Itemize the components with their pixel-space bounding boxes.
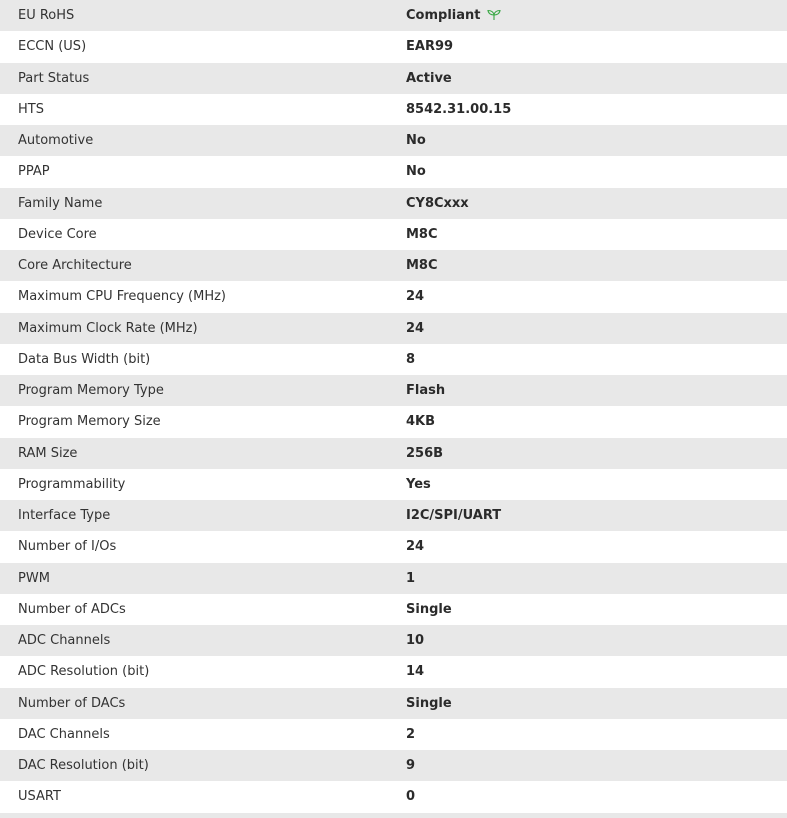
- spec-value-text: Compliant: [406, 8, 481, 24]
- spec-label: Automotive: [0, 125, 388, 156]
- spec-row-data-bus-width: [0, 344, 787, 375]
- spec-row-program-memory-type: [0, 375, 787, 406]
- spec-value: 256B: [388, 438, 787, 469]
- spec-row-eccn: [0, 31, 787, 62]
- spec-value: 8542.31.00.15: [388, 94, 787, 125]
- spec-value: EAR99: [388, 31, 787, 62]
- spec-value: 1: [388, 563, 787, 594]
- spec-row-pwm: [0, 563, 787, 594]
- spec-row-device-core: [0, 219, 787, 250]
- spec-value: 10: [388, 625, 787, 656]
- spec-label: RAM Size: [0, 438, 388, 469]
- spec-label: DAC Resolution (bit): [0, 750, 388, 781]
- spec-label: Family Name: [0, 188, 388, 219]
- spec-label: DAC Channels: [0, 719, 388, 750]
- spec-row-core-architecture: [0, 250, 787, 281]
- next-row-edge: [0, 813, 787, 818]
- spec-value: Single: [388, 594, 787, 625]
- spec-row-adc-resolution: [0, 656, 787, 687]
- spec-row-hts: [0, 94, 787, 125]
- spec-label: Device Core: [0, 219, 388, 250]
- spec-label: PWM: [0, 563, 388, 594]
- spec-value: 2: [388, 719, 787, 750]
- spec-row-adc-channels: [0, 625, 787, 656]
- spec-value: 0: [388, 781, 787, 812]
- spec-label: ADC Resolution (bit): [0, 656, 388, 687]
- spec-label: Program Memory Size: [0, 406, 388, 437]
- spec-row-part-status: [0, 63, 787, 94]
- spec-label: Number of ADCs: [0, 594, 388, 625]
- spec-value: 8: [388, 344, 787, 375]
- spec-label: ADC Channels: [0, 625, 388, 656]
- spec-label: USART: [0, 781, 388, 812]
- spec-value: Active: [388, 63, 787, 94]
- spec-label: Program Memory Type: [0, 375, 388, 406]
- spec-row-interface-type: [0, 500, 787, 531]
- spec-label: Core Architecture: [0, 250, 388, 281]
- spec-value: Yes: [388, 469, 787, 500]
- spec-value: 14: [388, 656, 787, 687]
- spec-value: M8C: [388, 219, 787, 250]
- spec-label: ECCN (US): [0, 31, 388, 62]
- spec-row-usart: [0, 781, 787, 812]
- spec-label: HTS: [0, 94, 388, 125]
- spec-row-family-name: [0, 188, 787, 219]
- spec-value: I2C/SPI/UART: [388, 500, 787, 531]
- spec-label: Data Bus Width (bit): [0, 344, 388, 375]
- spec-value: 4KB: [388, 406, 787, 437]
- spec-label: Maximum CPU Frequency (MHz): [0, 281, 388, 312]
- spec-row-max-clock-rate: [0, 313, 787, 344]
- spec-value: Single: [388, 688, 787, 719]
- spec-value: 24: [388, 313, 787, 344]
- spec-row-eu-rohs: [0, 0, 787, 31]
- spec-label: Interface Type: [0, 500, 388, 531]
- spec-row-dac-channels: [0, 719, 787, 750]
- spec-row-dac-resolution: [0, 750, 787, 781]
- spec-value: Flash: [388, 375, 787, 406]
- spec-label: Number of DACs: [0, 688, 388, 719]
- spec-row-programmability: [0, 469, 787, 500]
- spec-value: 24: [388, 281, 787, 312]
- spec-value: 24: [388, 531, 787, 562]
- spec-label: Maximum Clock Rate (MHz): [0, 313, 388, 344]
- spec-value: CY8Cxxx: [388, 188, 787, 219]
- spec-label: EU RoHS: [0, 0, 388, 31]
- spec-label: Number of I/Os: [0, 531, 388, 562]
- leaf-icon: [487, 9, 501, 21]
- spec-row-number-of-ios: [0, 531, 787, 562]
- spec-row-program-memory-size: [0, 406, 787, 437]
- spec-value: 9: [388, 750, 787, 781]
- spec-label: Part Status: [0, 63, 388, 94]
- spec-value: No: [388, 156, 787, 187]
- spec-value: [388, 0, 787, 31]
- spec-row-automotive: [0, 125, 787, 156]
- spec-value: M8C: [388, 250, 787, 281]
- spec-row-ram-size: [0, 438, 787, 469]
- spec-row-number-of-adcs: [0, 594, 787, 625]
- spec-label: PPAP: [0, 156, 388, 187]
- spec-row-ppap: [0, 156, 787, 187]
- spec-row-number-of-dacs: [0, 688, 787, 719]
- spec-row-max-cpu-frequency: [0, 281, 787, 312]
- spec-label: Programmability: [0, 469, 388, 500]
- spec-value: No: [388, 125, 787, 156]
